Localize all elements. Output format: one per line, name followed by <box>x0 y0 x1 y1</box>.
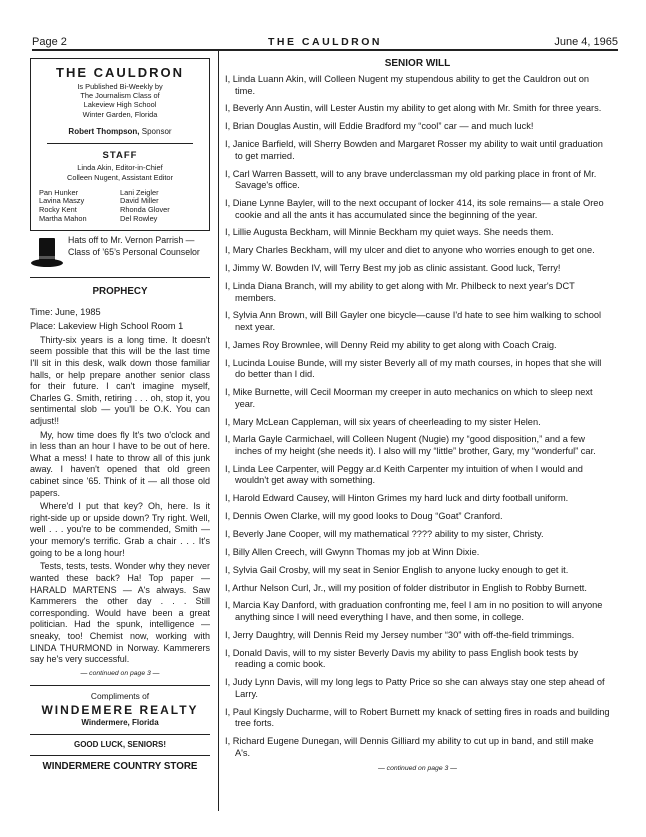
will-entry: I, Jerry Daughtry, will Dennis Reid my Jersey number “30” with off-the-field trimmings. <box>225 629 575 640</box>
will-entry: I, Brian Douglas Austin, will Eddie Bradford my “cool” car — and much luck! <box>225 121 534 132</box>
masthead-line: Lakeview High School <box>83 100 157 110</box>
will-entry: I, Judy Lynn Davis, will my long legs to Patty Price so she can always stay one step ahead of Larry. <box>225 677 605 699</box>
prophecy-continued: — continued on page 3 — <box>80 669 160 677</box>
prophecy-paragraph: My, how time does fly It's two o'clock and in less than an hour I have to be out of here. What a mess! I hate to throw all of this junk away. I haven't opened that old green cabinet since '65. Think of it — all those old papers. <box>30 429 210 498</box>
newspaper-title: THE CAULDRON <box>268 36 382 48</box>
masthead-line: The Journalism Class of <box>80 91 160 101</box>
staff-member: Rhonda Glover <box>120 205 170 215</box>
assistant-editor: Colleen Nugent, Assistant Editor <box>67 172 173 182</box>
issue-date: June 4, 1965 <box>554 36 618 48</box>
staff-list <box>39 189 201 225</box>
will-entry: I, Beverly Ann Austin, will Lester Austin my ability to get along with Mr. Smith for three years. <box>225 103 602 114</box>
will-entry: I, Billy Allen Creech, will Gwynn Thomas my job at Winn Dixie. <box>225 546 480 557</box>
will-entry: I, Diane Lynne Bayler, will to the next occupant of locker 414, its sole remains— a stale Oreo cookie and all the ants it has accumulated since the beginning of the year. <box>225 197 604 220</box>
senior-will-list <box>225 74 610 759</box>
will-entry: I, Marla Gayle Carmichael, will Colleen Nugent (Nugie) my “good disposition,” and a few inches of my height (she needs it). I also will my “little” brother, Gary, my “wonderful” car. <box>225 434 596 456</box>
staff-member: Pan Hunker <box>39 187 79 197</box>
senior-will-continued: — continued on page 3 — <box>378 765 457 773</box>
masthead-line: Winter Garden, Florida <box>82 109 158 119</box>
staff-member: David Miller <box>120 196 159 206</box>
sponsor-name: Robert Thompson, <box>68 126 140 136</box>
will-entry: I, Carl Warren Bassett, will to any brave underclassman my old parking place in front of Mr. Savage's office. <box>225 168 597 191</box>
left-column <box>30 58 210 774</box>
staff-heading: STAFF <box>102 150 138 162</box>
masthead-divider <box>47 143 193 144</box>
staff-member: Lavina Maszy <box>39 196 85 206</box>
prophecy-heading: PROPHECY <box>92 286 148 298</box>
right-column <box>225 58 610 772</box>
will-entry: I, Janice Barfield, will Sherry Bowden and Margaret Rosser my ability to wait until graduation to get married. <box>225 139 603 161</box>
will-entry: I, Marcia Kay Danford, with graduation confronting me, feel I am in no position to will anyone anything since I will need everything I have, and then some, in college. <box>225 600 603 622</box>
country-store-ad: WINDERMERE COUNTRY STORE <box>42 760 198 772</box>
staff-member: Del Rowley <box>120 214 158 224</box>
will-entry: I, Richard Eugene Dunegan, will Dennis Gilliard my ability to cut up in band, and still make A's. <box>225 735 594 758</box>
editor-in-chief: Linda Akin, Editor-in-Chief <box>77 162 163 172</box>
will-entry: I, Mike Burnette, will Cecil Moorman my creeper in auto mechanics on which to sleep next year. <box>225 387 593 409</box>
realty-ad <box>30 685 210 735</box>
will-entry: I, Linda Luann Akin, will Colleen Nugent my stupendous ability to get the Cauldron out on time. <box>225 74 590 96</box>
realty-name: WINDEMERE REALTY <box>41 702 199 717</box>
will-entry: I, Lillie Augusta Beckham, will Minnie Beckham my quiet ways. She needs them. <box>225 227 554 238</box>
sponsor-line <box>33 127 207 137</box>
top-hat-icon <box>30 235 64 271</box>
senior-will-heading: SENIOR WILL <box>384 58 451 69</box>
prophecy-time: Time: June, 1985 <box>30 306 101 317</box>
column-divider <box>218 51 219 811</box>
realty-location: Windermere, Florida <box>81 718 159 728</box>
will-entry: I, James Roy Brownlee, will Denny Reid my ability to get along with Coach Craig. <box>225 339 557 350</box>
good-luck-banner: GOOD LUCK, SENIORS! <box>30 735 210 756</box>
compliments-text: Compliments of <box>90 690 150 701</box>
will-entry: I, Mary Charles Beckham, will my ulcer and diet to anyone who worries enough to get one. <box>225 245 595 256</box>
will-entry: I, Linda Diana Branch, will my ability to get along with Mr. Philbeck to next year's DCT members. <box>225 280 575 303</box>
prophecy-place: Place: Lakeview High School Room 1 <box>30 320 184 331</box>
will-entry: I, Lucinda Louise Bunde, will my sister Beverly all of my math courses, in hopes that she will do better than I did. <box>225 357 602 380</box>
page-number: Page 2 <box>32 36 67 48</box>
hats-off-text: Hats off to Mr. Vernon Parrish — Class of ’65’s Personal Counselor <box>68 235 200 257</box>
staff-member: Martha Mahon <box>39 214 87 224</box>
sponsor-role: Sponsor <box>141 126 172 136</box>
header-rule <box>32 49 618 51</box>
will-entry: I, Beverly Jane Cooper, will my mathematical ???? ability to my sister, Christy. <box>225 528 544 539</box>
will-entry: I, Linda Lee Carpenter, will Peggy ar.d Keith Carpenter my intuition of when I would and wouldn't get away with something. <box>225 463 583 486</box>
will-entry: I, Sylvia Gail Crosby, will my seat in Senior English to anyone lucky enough to get it. <box>225 564 569 575</box>
prophecy-paragraph: Tests, tests, tests. Wonder why they never wanted these back? Ha! Top paper — HARALD MARTENS — A's always. Saw Kammerers the other day . . . Still corresponding. Would have been a great politician. Had the spunk, intelligence — sneaky, too! Chemist now, working with LINDA THURMOND in Norway. Kammerers say he's very successful. <box>30 561 210 665</box>
prophecy-paragraph: Thirty-six years is a long time. It doesn't seem possible that this will be the last time I'll sit in this desk, walk down those familiar halls, or help prepare another senior class for their future. I can't imagine myself, Charles G. Smith, retiring . . . oh, stop it, you sentimental slob — you'll be O.K. You can adjust!! <box>30 334 210 426</box>
hats-off-box <box>30 231 210 278</box>
staff-member: Lani Zeigler <box>120 187 159 197</box>
will-entry: I, Donald Davis, will to my sister Beverly Davis my ability to pass English book tests by reading a comic book. <box>225 647 579 670</box>
page-header <box>32 34 618 50</box>
will-entry: I, Arthur Nelson Curl, Jr., will my position of folder distributor in English to Robby Burnett. <box>225 582 587 593</box>
staff-member: Rocky Kent <box>39 205 77 215</box>
will-entry: I, Sylvia Ann Brown, will Bill Gayler one bicycle—cause I'd hate to see him walking to school next year. <box>225 310 602 332</box>
masthead-box <box>30 58 210 231</box>
masthead-name: THE CAULDRON <box>56 65 184 80</box>
prophecy-paragraph: Where'd I put that key? Oh, here. Is it right-side up or upside down? Try right. Well, well . . . you're to be commended, Smith — your memory's terrific. Grab a chair . . . It's going to be a long hour! <box>30 501 210 558</box>
masthead-line: Is Published Bi-Weekly by <box>77 81 163 91</box>
will-entry: I, Mary McLean Cappleman, will six years of cheerleading to my sister Helen. <box>225 416 541 427</box>
will-entry: I, Paul Kingsly Ducharme, will to Robert Burnett my knack of setting fires in roads and building tree forts. <box>225 706 610 729</box>
will-entry: I, Harold Edward Causey, will Hinton Grimes my hard luck and dirty football uniform. <box>225 493 569 504</box>
will-entry: I, Jimmy W. Bowden IV, will Terry Best my job as clinic assistant. Good luck, Terry! <box>225 263 561 274</box>
will-entry: I, Dennis Owen Clarke, will my good looks to Doug “Goat” Cranford. <box>225 511 503 522</box>
